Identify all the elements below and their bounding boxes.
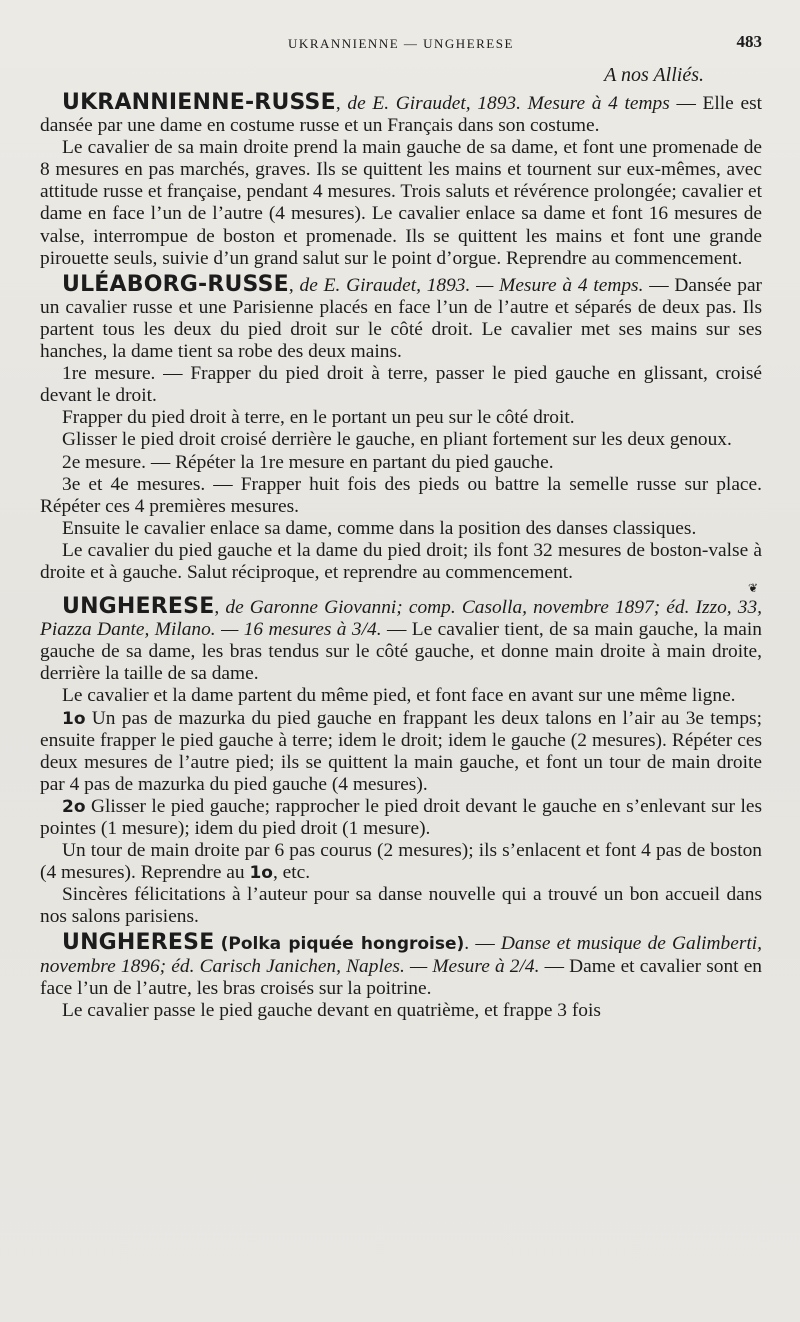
dance-intro: — Le cavalier tient, de sa main gauche, la main gauche de sa dame, les bras tendus sur le côté gauche, et donne main droite à main droite, derrière la taille de sa dame. [40, 619, 763, 685]
running-head [40, 30, 762, 52]
paragraph: Ensuite le cavalier enlace sa dame, comme dans la position des danses classiques. [62, 517, 697, 539]
dance-name: ULÉABORG-RUSSE [62, 271, 289, 297]
paragraph: Le cavalier du pied gauche et la dame du pied droit; ils font 32 mesures de boston-valse à droite et à gauche. Salut réciproque, et reprendre au commencement. [40, 539, 762, 583]
entry-heading-paragraph: ULÉABORG-RUSSE, de E. Giraudet, 1893. — Mesure à 4 temps. — Dansée par un cavalier russe et une Parisienne placés en face l’un de l’autre et séparés de deux pas. Ils partent tous les deux du pied droit sur le côté droit. Le cavalier met ses mains sur ses hanches, la dame tient sa robe des deux mains. [40, 271, 763, 363]
dance-name: UNGHERESE [62, 930, 215, 956]
dedication: A nos Alliés. [604, 64, 704, 86]
paragraph: Le cavalier de sa main droite prend la main gauche de sa dame, et font une promenade de 8 mesures en pas marchés, graves. Ils se quittent les mains et tournent sur eux-mêmes, avec attitude russe et française, pendant 4 mesures. Trois saluts et révérence prolongée; cavalier et dame en face l’un de l’autre (4 mesures). Le cavalier enlace sa dame et font 16 mesures de valse, interrompue de boston et promenade. Ils se quittent les mains et font une grande pirouette seuls, suivie d’un grand salut sur le point d’orgue. Reprendre au commencement. [40, 137, 762, 269]
paragraph: Sincères félicitations à l’auteur pour sa danse nouvelle qui a trouvé un bon accueil dans nos salons parisiens. [40, 884, 762, 928]
dance-intro: — Elle est dansée par une dame en costume russe et un Français dans son costume. [40, 93, 763, 137]
paragraph: Le cavalier et la dame partent du même pied, et font face en avant sur une même ligne. [62, 685, 736, 707]
step-number: 1o [249, 863, 273, 884]
paragraph: Glisser le pied droit croisé derrière le gauche, en pliant fortement sur les deux genoux. [62, 429, 732, 451]
paragraph: Le cavalier passe le pied gauche devant en quatrième, et frappe 3 fois [62, 999, 601, 1021]
page-number: 483 [736, 32, 762, 51]
entry-ukrannienne-russe [40, 92, 762, 270]
entry-heading-paragraph: UKRANNIENNE-RUSSE, de E. Giraudet, 1893. Mesure à 4 temps — Elle est dansée par une dame en costume russe et un Français dans son costume. [40, 90, 763, 137]
step-text: Un pas de mazurka du pied gauche en frappant les deux talons en l’air au 3e temps; ensuite frapper le pied gauche à terre; idem le droit; idem le gauche (2 mesures). Répéter ces deux mesures de l’autre pied; ils se quittent la main gauche, et font un tour de main droite par 4 pas de mazurka du pied gauche (4 mesures). [40, 707, 762, 795]
dance-subtitle: (Polka piquée hongroise) [220, 934, 465, 955]
step-number: 2o [62, 796, 86, 817]
entry-unglerese-galimberti [40, 932, 762, 1021]
end-ornament: ❦ [747, 581, 758, 596]
step-number: 1o [62, 708, 86, 729]
dance-credit: de E. Giraudet, 1893. — Mesure à 4 temps. [299, 274, 644, 296]
entry-heading-paragraph: UNGHERESE (Polka piquée hongroise). — Danse et musique de Galimberti, novembre 1896; éd. Carisch Janichen, Naples. — Mesure à 2/4. — Dame et cavalier sont en face l’un de l’autre, les bras croisés sur la poitrine. [40, 930, 762, 999]
dance-name: UNGHERESE [62, 594, 215, 620]
dance-intro: — Dame et cavalier sont en face l’un de l’autre, les bras croisés sur la poitrine. [40, 955, 762, 999]
dance-name: UKRANNIENNE-RUSSE [62, 90, 336, 115]
dance-credit: de Garonne Giovanni; comp. Casolla, novembre 1897; éd. Izzo, 33, Piazza Dante, Milano. — 16 mesures à 3/4. [40, 597, 762, 641]
dance-credit: Danse et musique de Galimberti, novembre 1896; éd. Carisch Janichen, Naples. — Mesure à 2/4. [40, 933, 762, 977]
paragraph: 1re mesure. — Frapper du pied droit à terre, passer le pied gauche en glissant, croisé devant le droit. [40, 363, 762, 407]
paragraph: 3e et 4e mesures. — Frapper huit fois des pieds ou battre la semelle russe sur place. Répéter ces 4 premières mesures. [40, 473, 762, 517]
dance-credit: de E. Giraudet, 1893. Mesure à 4 temps [347, 93, 670, 114]
running-title: UKRANNIENNE — UNGHERESE [288, 36, 514, 51]
step-text: Glisser le pied gauche; rapprocher le pied droit devant le gauche en s’enlevant sur les pointes (1 mesure); idem du pied droit (1 mesure). [40, 795, 762, 839]
paragraph [40, 840, 762, 884]
numbered-paragraph [40, 796, 762, 840]
entry-uleaborg-russe [40, 271, 763, 596]
paragraph: Frapper du pied droit à terre, en le portant un peu sur le côté droit. [62, 407, 575, 429]
paragraph: 2e mesure. — Répéter la 1re mesure en partant du pied gauche. [62, 451, 554, 473]
paragraph-text: Un tour de main droite par 6 pas courus (2 mesures); ils s’enlacent et font 4 pas de boston (4 mesures). Reprendre au [40, 840, 762, 884]
entry-heading-paragraph: UNGHERESE, de Garonne Giovanni; comp. Casolla, novembre 1897; éd. Izzo, 33, Piazza Dante, Milano. — 16 mesures à 3/4. — Le cavalier tient, de sa main gauche, la main gauche de sa dame, les bras tendus sur le côté gauche, et donne main droite à main droite, derrière la taille de sa dame. [40, 594, 763, 685]
entry-unglerese-garonne [40, 596, 762, 928]
numbered-paragraph [40, 708, 762, 796]
dance-intro: — Dansée par un cavalier russe et une Parisienne placés en face l’un de l’autre et séparés de deux pas. Ils partent tous les deux du pied droit sur le côté droit. Le cavalier met ses mains sur ses hanches, la dame tient sa robe des deux mains. [40, 274, 763, 363]
paragraph-text: , etc. [272, 862, 311, 884]
